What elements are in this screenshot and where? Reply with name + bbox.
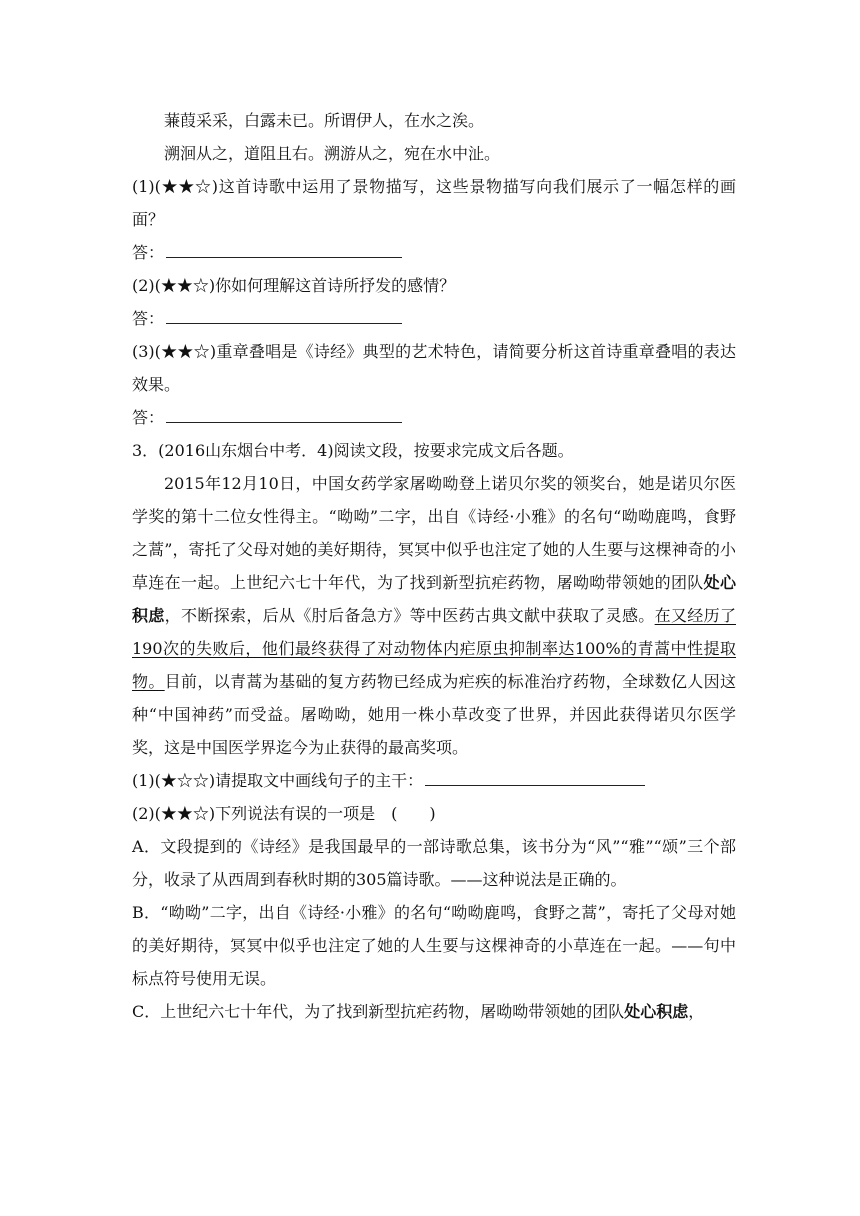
option-c (132, 995, 736, 1028)
answer-label: 答： (132, 309, 165, 328)
sub-question-1-blank[interactable] (425, 765, 645, 786)
answer-blank-1[interactable] (166, 237, 402, 258)
question-1: (1)(★★☆)这首诗歌中运用了景物描写，这些景物描写向我们展示了一幅怎样的画面？ (132, 177, 736, 229)
answer-line-1 (132, 236, 736, 269)
reading-passage (132, 467, 736, 764)
section-3-heading: 3．(2016山东烟台中考．4)阅读文段，按要求完成文后各题。 (132, 441, 574, 460)
poem-line-2: 溯洄从之，道阻且右。溯游从之，宛在水中沚。 (164, 144, 501, 163)
answer-line-2 (132, 302, 736, 335)
sub-question-2: (2)(★★☆)下列说法有误的一项是 ( ) (132, 804, 436, 823)
sub-question-1-text: (1)(★☆☆)请提取文中画线句子的主干： (132, 771, 424, 790)
answer-blank-3[interactable] (166, 402, 402, 423)
option-c-text-1: C．上世纪六七十年代，为了找到新型抗疟药物，屠呦呦带领她的团队 (132, 1002, 625, 1021)
option-c-text-2: ， (688, 1002, 705, 1021)
sub-question-1 (132, 764, 736, 797)
document-page (132, 104, 736, 1028)
option-c-bold-phrase: 处心积虑 (624, 1002, 689, 1021)
question-2: (2)(★★☆)你如何理解这首诗所抒发的感情？ (132, 276, 456, 295)
answer-label: 答： (132, 408, 165, 427)
option-a: A．文段提到的《诗经》是我国最早的一部诗歌总集，该书分为“风”“雅”“颂”三个部分，收录了从西周到春秋时期的305篇诗歌。——这种说法是正确的。 (132, 837, 736, 889)
option-b: B．“呦呦”二字，出自《诗经·小雅》的名句“呦呦鹿鸣，食野之蒿”，寄托了父母对她的美好期待，冥冥中似乎也注定了她的人生要与这棵神奇的小草连在一起。——句中标点符号使用无误。 (132, 903, 736, 988)
passage-text-1: 2015年12月10日，中国女药学家屠呦呦登上诺贝尔奖的领奖台，她是诺贝尔医学奖的第十二位女性得主。“呦呦”二字，出自《诗经·小雅》的名句“呦呦鹿鸣，食野之蒿”，寄托了父母对她的美好期待，冥冥中似乎也注定了她的人生要与这棵神奇的小草连在一起。上世纪六七十年代，为了找到新型抗疟药物，屠呦呦带领她的团队 (132, 474, 736, 592)
answer-label: 答： (132, 243, 165, 262)
passage-text-3: 目前，以青蒿为基础的复方药物已经成为疟疾的标准治疗药物，全球数亿人因这种“中国神药”而受益。屠呦呦，她用一株小草改变了世界，并因此获得诺贝尔医学奖，这是中国医学界迄今为止获得的最高奖项。 (132, 672, 736, 757)
passage-text-2: ，不断探索，后从《肘后备急方》等中医药古典文献中获取了灵感。 (164, 606, 655, 625)
poem-line-1: 蒹葭采采，白露未已。所谓伊人，在水之涘。 (164, 111, 485, 130)
answer-line-3 (132, 401, 736, 434)
passage-underlined-sentence: 在又经历了190次的失败后，他们最终获得了对动物体内疟原虫抑制率达100%的青蒿中性提取物。 (132, 606, 736, 691)
answer-blank-2[interactable] (166, 303, 402, 324)
question-3: (3)(★★☆)重章叠唱是《诗经》典型的艺术特色，请简要分析这首诗重章叠唱的表达效果。 (132, 342, 736, 394)
passage-bold-phrase: 处心积虑 (132, 573, 736, 625)
